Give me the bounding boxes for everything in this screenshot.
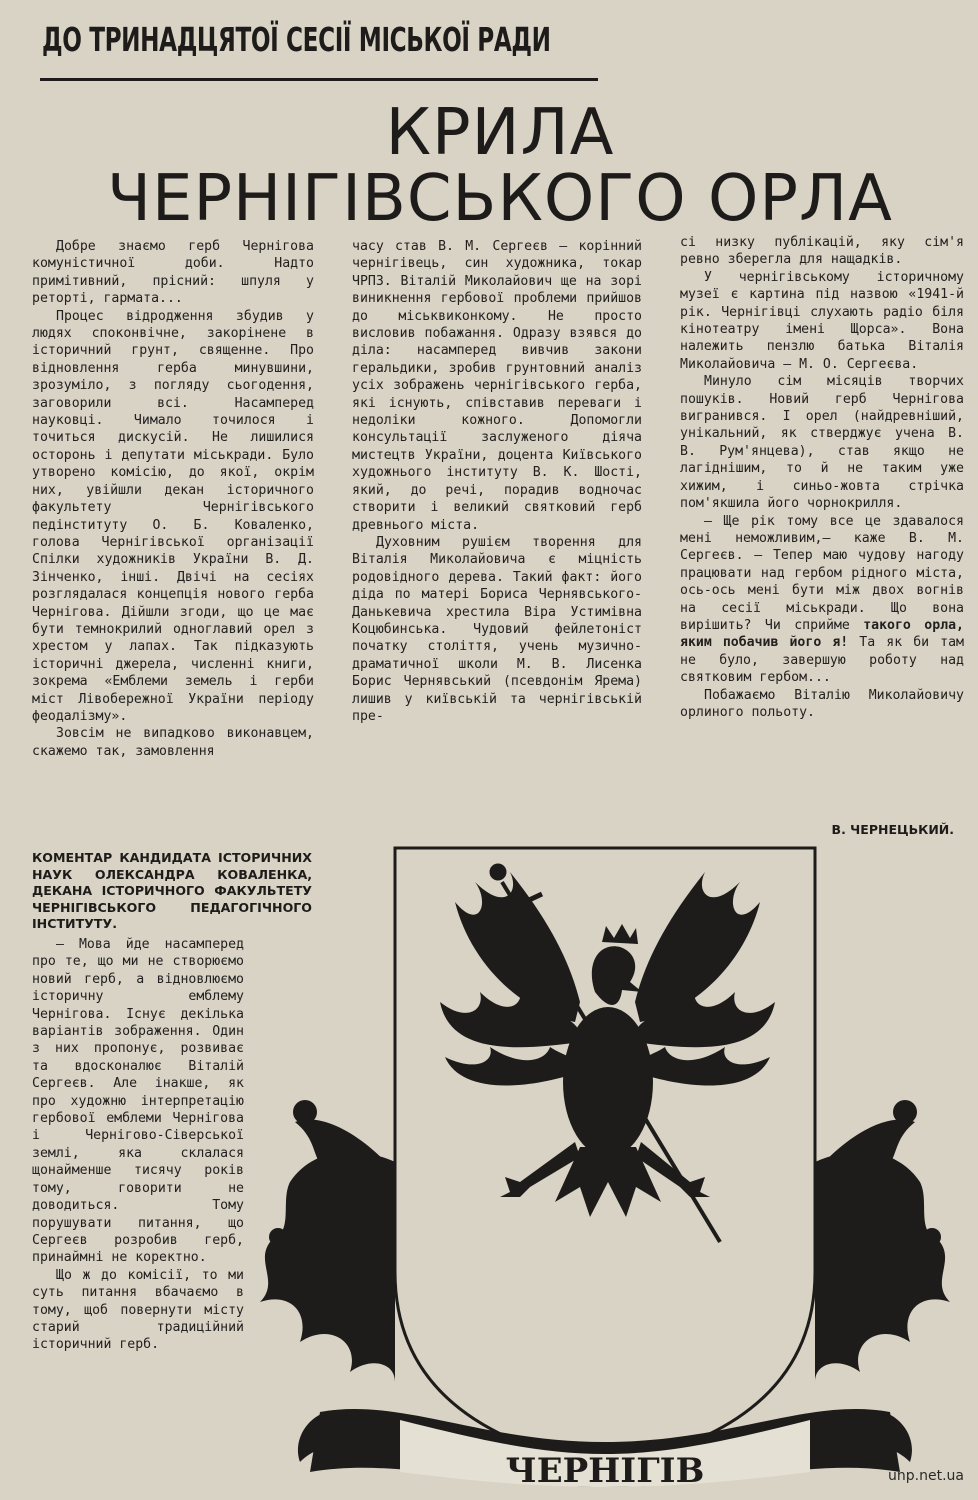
quote-text-end: Та як би там не було, завершую роботу над святковим гербом... xyxy=(680,635,964,686)
paragraph: У чернігівському історичному музеї є картина під назвою «1941-й рік. Чернігівці слухають радіо біля кінотеатру імені Щорса». Вона належить пензлю батька Віталія Миколайовича — М. О. Сергеєва. xyxy=(680,269,964,372)
paragraph: сі низку публікацій, яку сім'я ревно зберегла для нащадків. xyxy=(680,235,964,268)
ribbon-text: ЧЕРНІГІВ xyxy=(505,1451,705,1491)
watermark: unp.net.ua xyxy=(888,1468,964,1484)
article-column-1 xyxy=(32,238,314,760)
eagle-icon xyxy=(440,872,775,1217)
paragraph: Духовним рушієм творення для Віталія Миколайовича є міцність родовідного дерева. Такий факт: його діда по матері Бориса Чернявського-Данькевича хрестила Віра Устимівна Коцюбинська. Чудовий фейлетоніст початку століття, учень музично-драматичної школи М. В. Лисенка Борис Чернявський (псевдонім Ярема) лишив у київській та чернігівській пре- xyxy=(352,534,642,724)
name-ribbon xyxy=(310,1409,900,1491)
paragraph: Що ж до комісії, то ми суть питання вбачаємо в тому, щоб повернути місту старий традиційний історичний герб. xyxy=(32,1267,244,1353)
paragraph: Побажаємо Віталію Миколайовичу орлиного польоту. xyxy=(680,687,964,720)
article-column-3 xyxy=(680,234,964,721)
rubric-heading: ДО ТРИНАДЦЯТОЇ СЕСІЇ МІСЬКОЇ РАДИ xyxy=(42,20,551,59)
rubric-underline xyxy=(40,78,598,81)
article-column-2 xyxy=(352,238,642,725)
coat-of-arms-illustration xyxy=(250,842,966,1492)
paragraph: часу став В. М. Сергеєв — корінний чернігівець, син художника, токар ЧРПЗ. Віталій Миколайович ще на зорі виникнення гербової проблеми прийшов до міськвиконкому. Не просто висловив побажання. Одразу взявся до діла: насамперед вивчив закони геральдики, зробив грунтовний аналіз усіх зображень чернігівського герба, які існують, співставив переваги і недоліки кожного. Допомогли консультації заслуженого діяча мистецтв України, доцента Київського художнього інституту В. К. Шості, який, до речі, порадив водночас створити і великий святковий герб древнього міста. xyxy=(352,239,642,533)
paragraph: Добре знаємо герб Чернігова комуністичної доби. Надто примітивний, прісний: шпуля у реторті, гармата... xyxy=(32,239,314,307)
paragraph: — Мова йде насамперед про те, що ми не створюємо новий герб, а відновлюємо історичну емблему Чернігова. Існує декілька варіантів зображення. Один з них пропонує, розвиває та вдосконалює Віталій Сергеєв. Але інакше, як про художню інтерпретацію гербової емблеми Чернігова і Чернігово-Сіверської землі, яка склалася щонайменше тисячу років тому, говорити не доводиться. Тому порушувати питання, що Сергеєв розробив герб, принаймні не коректно. xyxy=(32,937,244,1266)
title-line-2: ЧЕРНІГІВСЬКОГО ОРЛА xyxy=(107,162,893,236)
quote-bold-text: такого орла, яким побачив його я! xyxy=(680,617,964,651)
comment-column xyxy=(32,936,244,1354)
comment-heading: КОМЕНТАР КАНДИДАТА ІСТОРИЧНИХ НАУК ОЛЕКСАНДРА КОВАЛЕНКА, ДЕКАНА ІСТОРИЧНОГО ФАКУЛЬТЕТУ ЧЕРНІГІВСЬКОГО ПЕДАГОГІЧНОГО ІНСТИТУТУ. xyxy=(32,850,312,932)
paragraph xyxy=(680,513,964,687)
title-line-1: КРИЛА xyxy=(385,96,615,170)
quote-text: — Ще рік тому все це здавалося мені неможливим,— каже В. М. Сергеєв. — Тепер маю чудову нагоду працювати над гербом рідного міста, ось-ось мені бути між двох вогнів на сесії міськради. Що вона вирішить? Чи сприйме xyxy=(680,513,964,633)
paragraph: Минуло сім місяців творчих пошуків. Новий герб Чернігова вигранився. І орел (найдревніший, унікальний, як стверджує учена В. В. Рум'янцева), став якщо не лагіднішим, то й не таким уже хижим, і синьо-жовта стрічка пом'якшила його чорнокрилля. xyxy=(680,374,964,512)
left-mantling xyxy=(260,1100,395,1382)
article-title xyxy=(100,96,900,236)
author-signature: В. ЧЕРНЕЦЬКИЙ. xyxy=(831,822,954,837)
paragraph: Зовсім не випадково виконавцем, скажемо так, замовлення xyxy=(32,726,314,759)
paragraph: Процес відродження збудив у людях споконвічне, закорінене в історичний грунт, священне. Про відновлення герба минувшини, зрозуміло, з погляду сьогодення, заговорили всі. Насамперед науковці. Чимало точилося і точиться дискусій. Не лишилися осторонь і депутати міськради. Було утворено комісію, до якої, окрім них, увійшли декан історичного факультету Чернігівського педінституту О. Б. Коваленко, голова Чернігівської організації Спілки художників України В. Д. Зінченко, інші. Двічі на сесіях розглядалася концепція нового герба Чернігова. Дійшли згоди, що це має бути темнокрилий одноглавий орел з хрестом у лапах. Так підказують історичні джерела, численні книги, зокрема «Емблеми земель і герби міст Лівобережної України періоду феодалізму». xyxy=(32,308,314,724)
